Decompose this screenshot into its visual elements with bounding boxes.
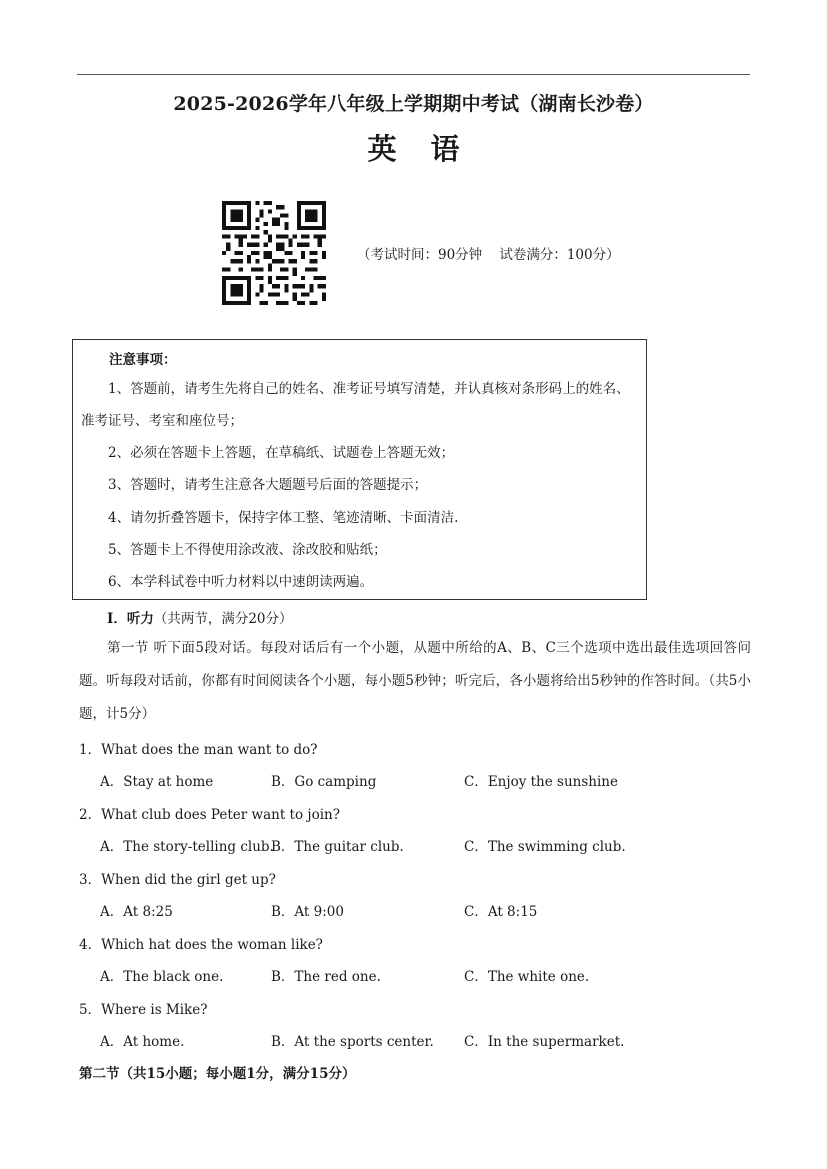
- option-c: C．In the supermarket.: [464, 1034, 625, 1050]
- qr-code-icon: [222, 201, 326, 305]
- notice-item: 5、答题卡上不得使用涂改液、涂改胶和贴纸；: [108, 542, 387, 558]
- question-stem: 2．What club does Peter want to join?: [79, 807, 340, 823]
- option-b: B．The guitar club.: [271, 839, 404, 855]
- notice-item: 1、答题前，请考生先将自己的姓名、准考证号填写清楚，并认真核对条形码上的姓名、准考证号、考室和座位号；: [81, 381, 630, 429]
- question-stem: 3．When did the girl get up?: [79, 872, 276, 888]
- option-a: A．The story-telling club.: [100, 839, 274, 855]
- option-c: C．The swimming club.: [464, 839, 626, 855]
- notice-title: 注意事项：: [109, 352, 177, 368]
- option-b: B．The red one.: [271, 969, 381, 985]
- section-heading-rest: （共两节，满分20分）: [153, 611, 293, 627]
- part2-heading: 第二节（共15小题；每小题1分，满分15分）: [79, 1066, 356, 1082]
- option-a: A．At home.: [100, 1034, 185, 1050]
- section-heading-bold: I．听力: [107, 611, 154, 627]
- option-a: A．Stay at home: [100, 774, 214, 790]
- option-c: C．The white one.: [464, 969, 590, 985]
- option-b: B．At the sports center.: [271, 1034, 434, 1050]
- option-b: B．At 9:00: [271, 904, 344, 920]
- part1-intro: 第一节 听下面5段对话。每段对话后有一个小题，从题中所给的A、B、C三个选项中选出最佳选项回答问题。听每段对话前，你都有时间阅读各个小题，每小题5秒钟；听完后，各小题将给出5秒钟的作答时间。（共5小题，计5分）: [79, 640, 751, 722]
- exam-title: 2025-2026学年八年级上学期期中考试（湖南长沙卷）: [173, 93, 654, 115]
- question-stem: 5．Where is Mike?: [79, 1002, 208, 1018]
- notice-box: [72, 339, 647, 600]
- option-c: C．At 8:15: [464, 904, 538, 920]
- option-b: B．Go camping: [271, 774, 377, 790]
- option-a: A．The black one.: [100, 969, 224, 985]
- notice-item: 6、本学科试卷中听力材料以中速朗读两遍。: [108, 574, 374, 590]
- question-stem: 4．Which hat does the woman like?: [79, 937, 323, 953]
- top-rule: [77, 74, 750, 75]
- question-stem: 1．What does the man want to do?: [79, 742, 318, 758]
- notice-item: 4、请勿折叠答题卡，保持字体工整、笔迹清晰、卡面清洁.: [108, 510, 459, 526]
- notice-item: 2、必须在答题卡上答题，在草稿纸、试题卷上答题无效；: [108, 445, 455, 461]
- option-c: C．Enjoy the sunshine: [464, 774, 618, 790]
- section-heading: [107, 607, 293, 627]
- option-a: A．At 8:25: [100, 904, 173, 920]
- exam-info: （考试时间：90分钟 试卷满分：100分）: [357, 247, 620, 263]
- notice-item: 3、答题时，请考生注意各大题题号后面的答题提示；: [108, 477, 428, 493]
- subject-title: 英 语: [367, 132, 472, 166]
